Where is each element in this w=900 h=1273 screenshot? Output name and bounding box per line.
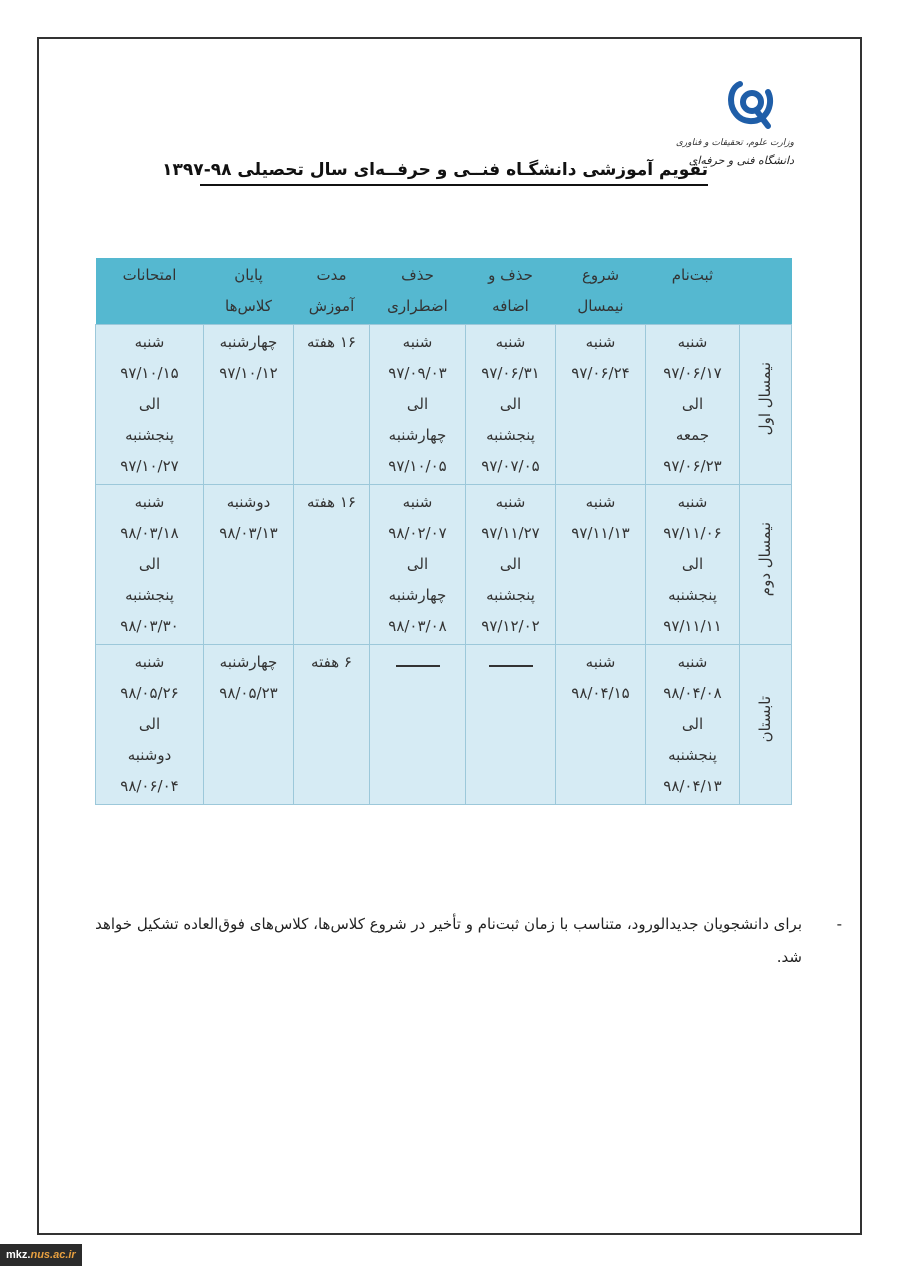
cell-line: ۹۷/۱۲/۰۲ <box>481 617 540 635</box>
logo-ministry-text: وزارت علوم، تحقیقات و فناوری <box>675 138 794 148</box>
source-watermark <box>0 1244 82 1266</box>
cell-line: ۹۸/۰۴/۱۳ <box>663 777 722 795</box>
cell-line: شنبه <box>402 493 433 511</box>
cell-semester-start <box>556 645 646 805</box>
page-title: تقویم آموزشی دانشگـاه فنــی و حرفــه‌ای سال تحصیلی ۹۸-۱۳۹۷ <box>200 160 708 186</box>
cell-emergency-drop <box>370 485 466 645</box>
table-row-first-semester <box>96 325 792 485</box>
footnote-bullet: - <box>836 915 842 933</box>
cell-line: ۹۷/۱۰/۰۵ <box>388 457 447 475</box>
cell-line: شنبه <box>677 653 708 671</box>
cell-line: چهارشنبه <box>219 333 278 351</box>
header-registration: ثبت‌نام <box>646 258 740 325</box>
cell-line: شنبه <box>402 333 433 351</box>
row-label-cell <box>740 485 792 645</box>
cell-line: الی <box>499 555 522 573</box>
academic-calendar-table <box>95 258 792 805</box>
cell-emergency-drop <box>370 325 466 485</box>
cell-line: ۹۸/۰۴/۰۸ <box>663 684 722 702</box>
cell-line: ۹۸/۰۵/۲۶ <box>120 684 179 702</box>
cell-duration <box>294 645 370 805</box>
cell-line: ۹۷/۱۰/۱۵ <box>120 364 179 382</box>
cell-line: پنجشنبه <box>486 586 535 604</box>
cell-line: ۹۸/۰۴/۱۵ <box>571 684 630 702</box>
cell-line: ۹۸/۰۳/۱۸ <box>120 524 179 542</box>
cell-duration <box>294 325 370 485</box>
cell-line: ۹۷/۱۱/۱۱ <box>663 617 722 635</box>
cell-line: چهارشنبه <box>388 426 447 444</box>
row-label: نیمسال اول <box>756 362 774 436</box>
cell-classes-end <box>204 485 294 645</box>
header-emergency-drop: حذف اضطراری <box>370 258 466 325</box>
cell-line: دوشنبه <box>127 746 172 764</box>
header-duration: مدت آموزش <box>294 258 370 325</box>
cell-line: الی <box>406 555 429 573</box>
cell-line: ۹۷/۰۶/۲۳ <box>663 457 722 475</box>
cell-line: جمعه <box>675 426 710 444</box>
cell-line: الی <box>138 715 161 733</box>
table-row-second-semester <box>96 485 792 645</box>
cell-line: شنبه <box>134 653 165 671</box>
cell-registration <box>646 325 740 485</box>
cell-line: ۱۶ هفته <box>307 333 356 351</box>
cell-line: ۹۷/۰۶/۲۴ <box>571 364 630 382</box>
cell-line: شنبه <box>495 333 526 351</box>
cell-line: الی <box>681 715 704 733</box>
cell-line: ۶ هفته <box>311 653 352 671</box>
university-logo <box>675 80 802 180</box>
cell-line: الی <box>406 395 429 413</box>
cell-line: ۹۷/۰۶/۱۷ <box>663 364 722 382</box>
cell-line: چهارشنبه <box>219 653 278 671</box>
header-classes-end: پایان کلاس‌ها <box>204 258 294 325</box>
cell-line: ۹۷/۱۱/۱۳ <box>571 524 630 542</box>
cell-line: پنجشنبه <box>668 746 717 764</box>
empty-dash <box>489 665 533 667</box>
cell-line: ۹۷/۱۰/۲۷ <box>120 457 179 475</box>
cell-line: ۹۷/۰۷/۰۵ <box>481 457 540 475</box>
cell-line: شنبه <box>134 493 165 511</box>
row-label-cell <box>740 325 792 485</box>
cell-line: ۹۷/۱۱/۲۷ <box>481 524 540 542</box>
cell-add-drop <box>466 325 556 485</box>
cell-line: ۹۸/۰۳/۳۰ <box>120 617 179 635</box>
cell-exams <box>96 485 204 645</box>
cell-line: الی <box>499 395 522 413</box>
cell-line: ۹۸/۰۵/۲۳ <box>219 684 278 702</box>
cell-line: شنبه <box>677 333 708 351</box>
cell-exams <box>96 325 204 485</box>
cell-line: پنجشنبه <box>125 426 174 444</box>
cell-line: شنبه <box>585 333 616 351</box>
cell-exams <box>96 645 204 805</box>
cell-line: الی <box>138 395 161 413</box>
cell-add-drop <box>466 485 556 645</box>
cell-add-drop <box>466 645 556 805</box>
row-label: تابستان <box>756 695 774 743</box>
cell-semester-start <box>556 485 646 645</box>
cell-line: الی <box>138 555 161 573</box>
header-exams: امتحانات <box>96 258 204 325</box>
cell-line: چهارشنبه <box>388 586 447 604</box>
cell-line: شنبه <box>677 493 708 511</box>
cell-line: پنجشنبه <box>125 586 174 604</box>
row-label-cell <box>740 645 792 805</box>
cell-line: شنبه <box>585 653 616 671</box>
cell-emergency-drop <box>370 645 466 805</box>
cell-registration <box>646 485 740 645</box>
cell-line: ۹۸/۰۶/۰۴ <box>120 777 179 795</box>
cell-line: پنجشنبه <box>486 426 535 444</box>
cell-classes-end <box>204 325 294 485</box>
header-add-drop: حذف و اضافه <box>466 258 556 325</box>
university-emblem-icon <box>726 80 778 132</box>
cell-line: شنبه <box>134 333 165 351</box>
header-semester-start: شروع نیمسال <box>556 258 646 325</box>
table-row-summer <box>96 645 792 805</box>
footnote <box>80 908 840 974</box>
cell-line: الی <box>681 395 704 413</box>
cell-line: شنبه <box>495 493 526 511</box>
watermark-prefix: mkz. <box>6 1249 31 1261</box>
cell-line: ۹۷/۰۶/۳۱ <box>481 364 540 382</box>
table-header-row <box>96 258 792 325</box>
cell-line: ۹۷/۰۹/۰۳ <box>388 364 447 382</box>
cell-line: ۱۶ هفته <box>307 493 356 511</box>
cell-line: ۹۸/۰۲/۰۷ <box>388 524 447 542</box>
cell-semester-start <box>556 325 646 485</box>
row-label: نیمسال دوم <box>756 521 774 597</box>
cell-line: ۹۷/۱۰/۱۲ <box>219 364 278 382</box>
cell-line: الی <box>681 555 704 573</box>
cell-registration <box>646 645 740 805</box>
cell-classes-end <box>204 645 294 805</box>
empty-dash <box>396 665 440 667</box>
cell-line: دوشنبه <box>226 493 271 511</box>
watermark-domain: nus.ac.ir <box>30 1249 76 1261</box>
header-corner <box>740 258 792 325</box>
cell-duration <box>294 485 370 645</box>
cell-line: ۹۸/۰۳/۰۸ <box>388 617 447 635</box>
cell-line: شنبه <box>585 493 616 511</box>
cell-line: پنجشنبه <box>668 586 717 604</box>
cell-line: ۹۷/۱۱/۰۶ <box>663 524 722 542</box>
cell-line: ۹۸/۰۳/۱۳ <box>219 524 278 542</box>
logo-university-text: دانشگاه فنی و حرفه‌ای <box>688 154 794 167</box>
footnote-text: برای دانشجویان جدیدالورود، متناسب با زمان ثبت‌نام و تأخیر در شروع کلاس‌ها، کلاس‌های فوق‌العاده تشکیل خواهد شد. <box>95 915 802 966</box>
